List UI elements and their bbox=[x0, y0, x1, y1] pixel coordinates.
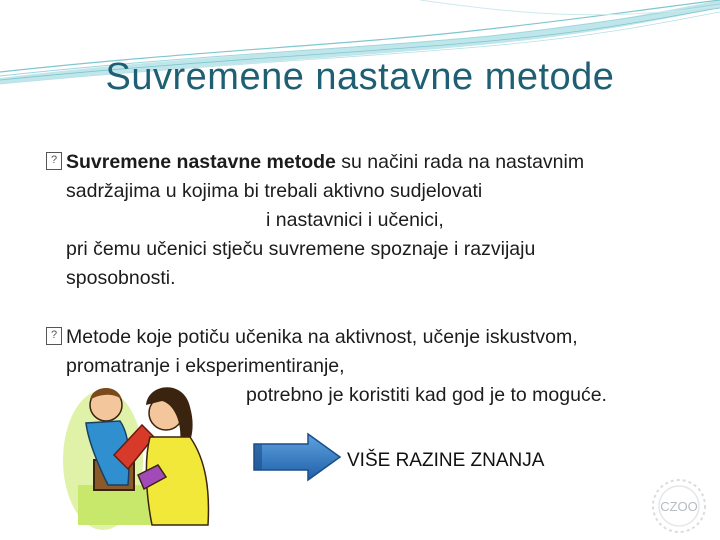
p1-bold-term: Suvremene nastavne metode bbox=[66, 151, 336, 173]
p2-line-3: potrebno je koristiti kad god je to moguće. bbox=[246, 384, 607, 406]
czoo-logo bbox=[648, 476, 710, 536]
p2-line-2: promatranje i eksperimentiranje, bbox=[66, 355, 345, 377]
slide-title: Suvremene nastavne metode bbox=[105, 56, 615, 98]
students-illustration bbox=[58, 365, 218, 535]
p1-line-3: i nastavnici i učenici, bbox=[266, 209, 444, 231]
paragraph-1 bbox=[46, 148, 686, 293]
bullet-icon: ? bbox=[46, 152, 62, 170]
p1-line-2: sadržajima u kojima bi trebali aktivno sudjelovati bbox=[66, 180, 483, 202]
arrow-label: VIŠE RAZINE ZNANJA bbox=[347, 450, 545, 471]
p2-line-1: Metode koje potiču učenika na aktivnost, učenje iskustvom, bbox=[66, 326, 578, 348]
bullet-icon: ? bbox=[46, 327, 62, 345]
logo-text: CZOO bbox=[660, 499, 698, 514]
p1-line-1-rest: su načini rada na nastavnim bbox=[335, 151, 585, 173]
right-arrow-icon bbox=[252, 432, 342, 482]
p1-line-4: pri čemu učenici stječu suvremene spoznaje i razvijaju bbox=[66, 238, 536, 260]
paragraph-gap bbox=[46, 293, 686, 323]
p1-line-5: sposobnosti. bbox=[66, 267, 176, 289]
p1-line-1 bbox=[46, 148, 686, 177]
